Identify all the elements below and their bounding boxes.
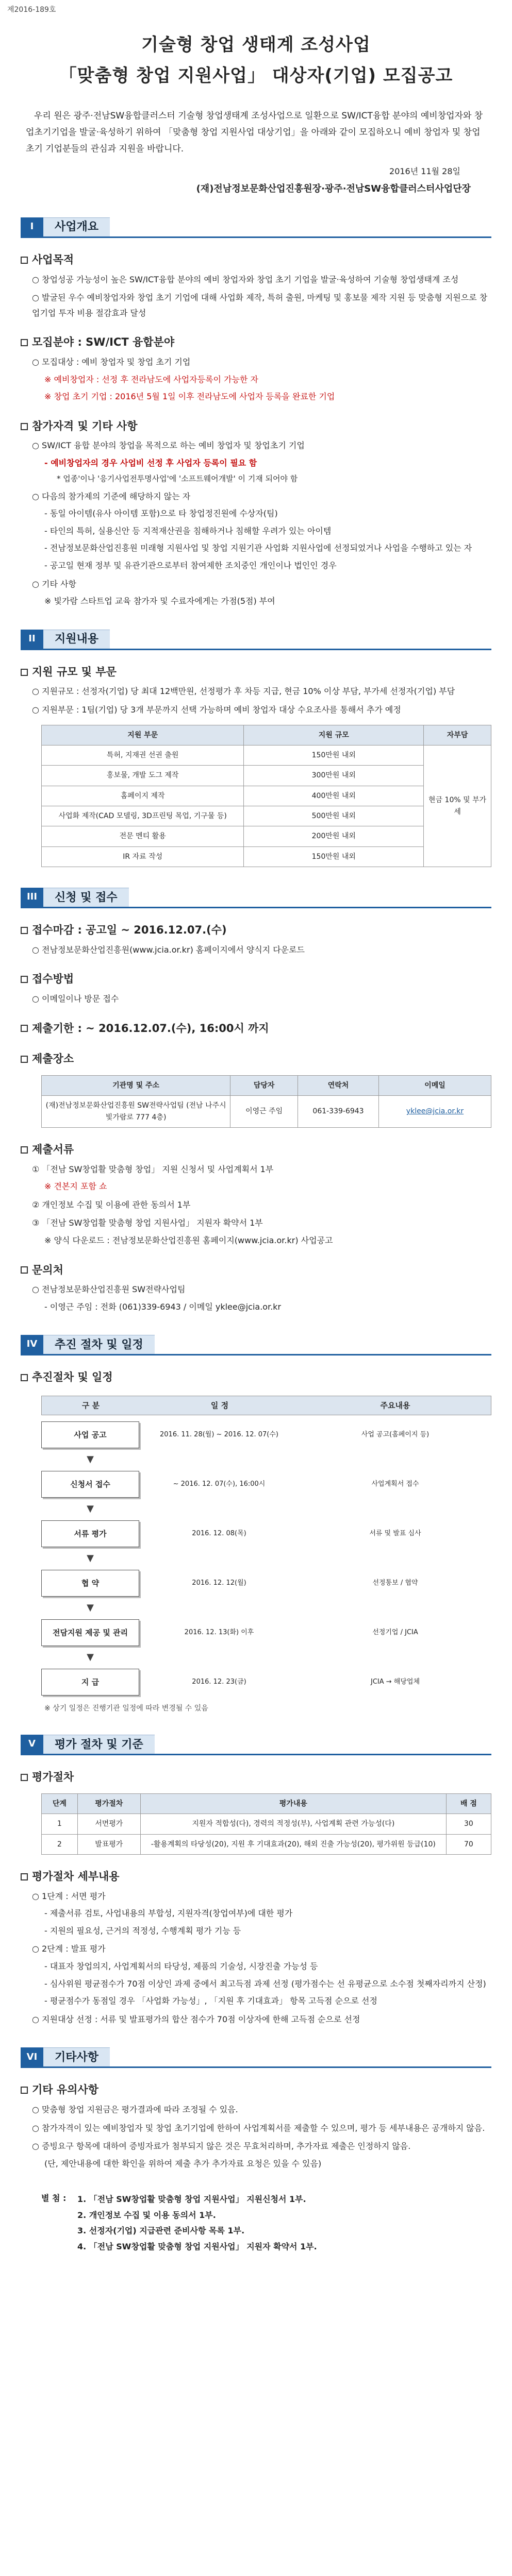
table-cell: 발표평가: [77, 1834, 140, 1854]
table-cell: 300만원 내외: [244, 766, 424, 786]
attachments: [41, 2192, 491, 2255]
table-row: [42, 745, 491, 765]
paragraph: ○ 지원부문 : 1팀(기업) 당 3개 부문까지 선택 가능하며 예비 창업자 대상 수요조사를 통해서 추가 예정: [32, 704, 401, 715]
table-cell: IR 자료 작성: [42, 846, 244, 867]
section-label: 신청 및 접수: [43, 888, 129, 907]
table-header: 자부담: [424, 725, 491, 745]
table-cell: 특허, 지재권 선권 출원: [42, 745, 244, 765]
intro-paragraph: 우리 원은 광주·전남SW융합클러스터 기술형 창업생태계 조성사업으로 일환으로 SW/ICT융합 분야의 예비창업자와 창업초기기업을 발굴·육성하기 위하여 「맞춤형 창업 지원사업 대상기업」을 아래와 같이 모집하오니 예비 창업자 및 창업 초기 기업분들의 관심과 지원을 바랍니다.: [26, 110, 483, 155]
flow-step-name: 전담지원 제공 및 관리: [41, 1619, 139, 1646]
list-item: 4. 「전남 SW창업활 맞춤형 창업 지원사업」 지원자 확약서 1부.: [77, 2241, 317, 2251]
attachments-list: [77, 2192, 317, 2255]
subheading: 문의처: [21, 1262, 491, 1279]
paragraph: (단, 제안내용에 대한 확인을 위하여 제출 추가 추가자료 요청은 있을 수 있음): [44, 2158, 322, 2168]
flow-step-name: 신청서 접수: [41, 1471, 139, 1498]
flow-step-date: 2016. 12. 08(목): [192, 1529, 246, 1537]
paragraph: ○ 지원규모 : 선정자(기업) 당 최대 12백만원, 선정평가 후 차등 지급, 현금 10% 이상 부담, 부가세 선정자(기업) 부담: [32, 686, 455, 697]
flow-step-date: 2016. 12. 12(월): [192, 1579, 246, 1587]
page-title: [21, 31, 491, 90]
announcement-date: 2016년 11월 28일: [389, 166, 460, 176]
subheading: 사업목적: [21, 251, 491, 269]
table-cell: 홍보물, 개발 도그 제작: [42, 766, 244, 786]
square-bullet-icon: [21, 2087, 28, 2094]
table-header: 단계: [42, 1793, 78, 1814]
table-cell: 150만원 내외: [244, 846, 424, 867]
subheading: 추진절차 및 일정: [21, 1369, 491, 1386]
paragraph: ※ 창업 초기 기업 : 2016년 5월 1일 이후 전라남도에 사업자 등록을 완료한 기업: [44, 392, 335, 402]
paragraph: - 평균점수가 동점일 경우 「사업화 가능성」, 「지원 후 기대효과」 항목 고득점 순으로 선정: [44, 1996, 377, 2006]
flow-step: [41, 1564, 491, 1603]
section-label: 사업개요: [43, 217, 110, 236]
flow-step-detail: 선정기업 / JCIA: [372, 1628, 418, 1636]
square-bullet-icon: [21, 1374, 28, 1381]
support-table: [41, 725, 491, 868]
flow-step-detail: JCIA → 해당업체: [370, 1677, 420, 1686]
paragraph: ○ 창업성공 가능성이 높은 SW/ICT융합 분야의 예비 창업자와 창업 초기 기업을 발굴·육성하여 기술형 창업생태계 조성: [32, 274, 459, 284]
table-cell: 현금 10% 및 부가세: [424, 745, 491, 867]
arrow-down-icon: ▼: [87, 1503, 94, 1514]
paragraph: ③ 「전남 SW창업활 맞춤형 창업 지원사업」 지원자 확약서 1부: [32, 1218, 263, 1228]
paragraph: - 제출서류 검토, 사업내용의 부합성, 지원자격(창업여부)에 대한 평가: [44, 1908, 293, 1919]
table-cell: 사업화 제작(CAD 모델링, 3D프린팅 목업, 기구물 등): [42, 806, 244, 826]
paragraph: ○ 지원대상 선정 : 서류 및 발표평가의 합산 점수가 70점 이상자에 한해 고득점 순으로 선정: [32, 2014, 360, 2024]
paragraph: ※ 양식 다운로드 : 전남정보문화산업진흥원 홈페이지(www.jcia.or.kr) 사업공고: [44, 1235, 333, 1245]
subheading: 평가절차 세부내용: [21, 1868, 491, 1886]
flow-step-date: 2016. 12. 23(금): [192, 1677, 246, 1686]
table-cell: 70: [446, 1834, 491, 1854]
table-header: 배 점: [446, 1793, 491, 1814]
table-cell: 30: [446, 1814, 491, 1834]
flow-step: [41, 1415, 491, 1454]
square-bullet-icon: [21, 1056, 28, 1063]
flow-step-date: 2016. 12. 13(화) 이후: [184, 1628, 254, 1636]
table-row: [42, 1814, 491, 1834]
paragraph: ○ 모집대상 : 예비 창업자 및 창업 초기 기업: [32, 357, 191, 367]
subheading: 제출서류: [21, 1141, 491, 1159]
arrow-down-icon: ▼: [87, 1651, 94, 1663]
flow-step-detail: 선정통보 / 협약: [372, 1579, 418, 1587]
support-table-wrap: [41, 725, 491, 868]
section-header-2: [21, 630, 491, 650]
paragraph: - 전남정보문화산업진흥원 미래형 지원사업 및 창업 지원기관 사업화 지원사업에 선정되었거나 사업을 수행하고 있는 자: [44, 543, 472, 553]
paragraph: ○ 증빙요구 항목에 대하여 증빙자료가 첨부되지 않은 것은 무효처리하며, 추가자료 제출은 인정하지 않음.: [32, 2141, 411, 2151]
arrow-down-icon: ▼: [87, 1453, 94, 1465]
section-label: 평가 절차 및 기준: [43, 1735, 155, 1754]
title-line-2: 「맞춤형 창업 지원사업」 대상자(기업) 모집공고: [59, 65, 453, 87]
paragraph: ○ 2단계 : 발표 평가: [32, 1944, 106, 1954]
flow-step-name: 사업 공고: [41, 1421, 139, 1448]
paragraph: ○ SW/ICT 융합 분야의 창업을 목적으로 하는 예비 창업자 및 창업초기 기업: [32, 440, 305, 451]
square-bullet-icon: [21, 1774, 28, 1781]
section-label: 추진 절차 및 일정: [43, 1335, 155, 1354]
square-bullet-icon: [21, 423, 28, 430]
table-cell: 전문 멘티 활용: [42, 826, 244, 846]
subheading: 모집분야 : SW/ICT 융합분야: [21, 334, 491, 351]
table-cell: 061-339-6943: [298, 1096, 379, 1128]
subheading: 제출장소: [21, 1050, 491, 1068]
section-header-1: [21, 217, 491, 238]
table-cell: 2: [42, 1834, 78, 1854]
arrow-down-icon: ▼: [87, 1602, 94, 1613]
flow-step-detail: 서류 및 발표 심사: [369, 1529, 421, 1537]
flow-step: [41, 1663, 491, 1702]
table-row: [42, 1834, 491, 1854]
table-cell: 이영근 주임: [230, 1096, 298, 1128]
flow-step-date: 2016. 11. 28(월) ~ 2016. 12. 07(수): [160, 1430, 278, 1438]
table-cell: (재)전남정보문화산업진흥원 SW전략사업팀 (전남 나주시 빛가람로 777 4층): [42, 1096, 230, 1128]
flow-header-cell: 일 정: [210, 1400, 229, 1410]
square-bullet-icon: [21, 1873, 28, 1880]
paragraph: ○ 1단계 : 서면 평가: [32, 1891, 106, 1901]
table-header: 이메일: [378, 1075, 491, 1095]
section-header-4: [21, 1335, 491, 1355]
flow-header: [41, 1396, 491, 1415]
square-bullet-icon: [21, 1146, 28, 1154]
evaluation-table-wrap: [41, 1793, 491, 1855]
square-bullet-icon: [21, 976, 28, 983]
subheading: 제출기한 : ~ 2016.12.07.(수), 16:00시 까지: [21, 1020, 491, 1038]
paragraph: * 업종'이나 '응기사업전투명사업'에 '소프트웨어개발' 이 기재 되어야 함: [57, 473, 298, 483]
section-header-5: [21, 1735, 491, 1755]
flow-header-cell: 구 분: [81, 1400, 100, 1410]
table-cell: 150만원 내외: [244, 745, 424, 765]
paragraph: ○ 전남정보문화산업진흥원 SW전략사업팀: [32, 1284, 186, 1295]
square-bullet-icon: [21, 257, 28, 264]
paragraph: ○ 전남정보문화산업진흥원(www.jcia.or.kr) 홈페이지에서 양식지 다운로드: [32, 944, 305, 955]
section-number: IV: [21, 1335, 43, 1354]
contact-table-wrap: [41, 1075, 491, 1128]
paragraph: - 타인의 특허, 실용신안 등 지적재산권을 침해하거나 침해할 우려가 있는 아이템: [44, 526, 332, 536]
attachments-label: 별 첨 :: [41, 2193, 67, 2204]
process-flow: [41, 1396, 491, 1702]
table-cell: 400만원 내외: [244, 786, 424, 806]
table-header: 연락처: [298, 1075, 379, 1095]
table-header: 평가절차: [77, 1793, 140, 1814]
paragraph: ○ 기타 사항: [32, 579, 76, 589]
table-header: 기관명 및 주소: [42, 1075, 230, 1095]
paragraph: - 동일 아이템(유사 아이템 포함)으로 타 창업정진원에 수상자(팀): [44, 509, 278, 519]
paragraph: - 이영근 주임 : 전화 (061)339-6943 / 이메일 yklee@jcia.or.kr: [44, 1301, 282, 1312]
list-item: 2. 개인정보 수집 및 이용 동의서 1부.: [77, 2210, 216, 2220]
paragraph: - 심사위원 평균점수가 70점 이상인 과제 중에서 최고득점 과제 선정 (평가점수는 선 유평균으로 소수점 첫째자리까지 산정): [44, 1978, 486, 1989]
subheading: 접수방법: [21, 971, 491, 988]
flow-step-name: 지 급: [41, 1669, 139, 1696]
section-number: VI: [21, 2047, 43, 2066]
subheading: 지원 규모 및 부문: [21, 664, 491, 681]
title-line-1: 기술형 창업 생태계 조성사업: [141, 35, 371, 55]
square-bullet-icon: [21, 339, 28, 346]
paragraph: ※ 예비창업자 : 선정 후 전라남도에 사업자등록이 가능한 자: [44, 374, 258, 384]
paragraph: ① 「전남 SW창업활 맞춤형 창업」 지원 신청서 및 사업계획서 1부: [32, 1164, 274, 1174]
list-item: 1. 「전남 SW창업활 맞춤형 창업 지원사업」 지원신청서 1부.: [77, 2194, 306, 2205]
table-cell: 1: [42, 1814, 78, 1834]
table-cell: -활용계획의 타당성(20), 지원 후 기대효과(20), 해외 진출 가능성(20), 평가위원 등급(10): [140, 1834, 446, 1854]
paragraph: - 지원의 필요성, 근거의 적정성, 수행계획 평가 기능 등: [44, 1925, 241, 1936]
paragraph: ② 개인정보 수집 및 이용에 관한 동의서 1부: [32, 1199, 191, 1210]
paragraph: ※ 견본지 포함 쇼: [44, 1181, 107, 1192]
document-number: 제2016-189호: [7, 6, 56, 14]
paragraph: ○ 발굴된 우수 예비창업자와 창업 초기 기업에 대해 사업화 제작, 특허 출원, 마케팅 및 홍보물 제작 지원 등 맞춤형 지원으로 창업기업 투자 비용 절감효과 달성: [32, 293, 488, 318]
subheading: 접수마감 : 공고일 ~ 2016.12.07.(수): [21, 922, 491, 939]
subheading: 참가자격 및 기타 사항: [21, 418, 491, 435]
table-header: 지원 규모: [244, 725, 424, 745]
table-header: 지원 부문: [42, 725, 244, 745]
paragraph: - 예비창업자의 경우 사업비 선정 후 사업자 등록이 필요 함: [44, 458, 257, 468]
table-cell: 서면평가: [77, 1814, 140, 1834]
square-bullet-icon: [21, 669, 28, 676]
section-number: V: [21, 1735, 43, 1754]
paragraph: ○ 다음의 참가제의 기준에 해당하지 않는 자: [32, 491, 191, 501]
flow-step: [41, 1613, 491, 1652]
flow-step-detail: 사업 공고(홈페이지 등): [361, 1430, 430, 1438]
paragraph: - 대표자 창업의지, 사업계획서의 타당성, 제품의 기술성, 시장진출 가능성 등: [44, 1961, 318, 1972]
contact-table: [41, 1075, 491, 1128]
table-cell: 200만원 내외: [244, 826, 424, 846]
flow-step-date: ~ 2016. 12. 07(수), 16:00시: [173, 1480, 266, 1488]
section-number: I: [21, 217, 43, 236]
paragraph: ○ 참가자격이 있는 예비창업자 및 창업 초기기업에 한하여 사업계획서를 제출할 수 있으며, 평가 등 세부내용은 공개하지 않음.: [32, 2123, 485, 2133]
flow-step-name: 서류 평가: [41, 1520, 139, 1547]
table-header: 담당자: [230, 1075, 298, 1095]
section-number: II: [21, 630, 43, 649]
paragraph: - 공고일 현재 정부 및 유관기관으로부터 참여제한 조치중인 개인이나 법인인 경우: [44, 560, 337, 570]
square-bullet-icon: [21, 1266, 28, 1274]
square-bullet-icon: [21, 927, 28, 934]
flow-step: [41, 1465, 491, 1504]
section-header-6: [21, 2047, 491, 2068]
flow-step: [41, 1514, 491, 1553]
evaluation-table: [41, 1793, 491, 1855]
paragraph: ※ 빛가람 스타트업 교육 참가자 및 수료자에게는 가점(5점) 부여: [44, 596, 275, 606]
flow-step-name: 협 약: [41, 1570, 139, 1597]
table-header: 평가내용: [140, 1793, 446, 1814]
paragraph: ○ 이메일이나 방문 접수: [32, 994, 119, 1004]
table-row: [42, 1096, 491, 1128]
arrow-down-icon: ▼: [87, 1552, 94, 1564]
subheading: 기타 유의사항: [21, 2081, 491, 2099]
section-header-3: [21, 888, 491, 908]
table-cell: 홈페이지 제작: [42, 786, 244, 806]
section-label: 지원내용: [43, 630, 110, 649]
list-item: 3. 선정자(기업) 지급관련 준비사항 목록 1부.: [77, 2226, 245, 2236]
section-number: III: [21, 888, 43, 907]
flow-step-detail: 사업계획서 접수: [371, 1480, 419, 1488]
table-cell: 500만원 내외: [244, 806, 424, 826]
paragraph: ○ 맞춤형 창업 지원금은 평가결과에 따라 조정될 수 있음.: [32, 2105, 238, 2115]
table-cell: 지원자 적합성(다), 경력의 적정성(부), 사업계획 관련 가능성(다): [140, 1814, 446, 1834]
subheading: 평가절차: [21, 1769, 491, 1786]
issuing-organization: (재)전남정보문화산업진흥원장·광주·전남SW융합클러스터사업단장: [196, 183, 471, 195]
email-link[interactable]: yklee@jcia.or.kr: [378, 1096, 491, 1128]
flow-header-cell: 주요내용: [380, 1400, 410, 1410]
section-label: 기타사항: [43, 2047, 110, 2066]
schedule-note: ※ 상기 일정은 진행기관 일정에 따라 변경될 수 있음: [44, 1704, 208, 1713]
square-bullet-icon: [21, 1025, 28, 1032]
